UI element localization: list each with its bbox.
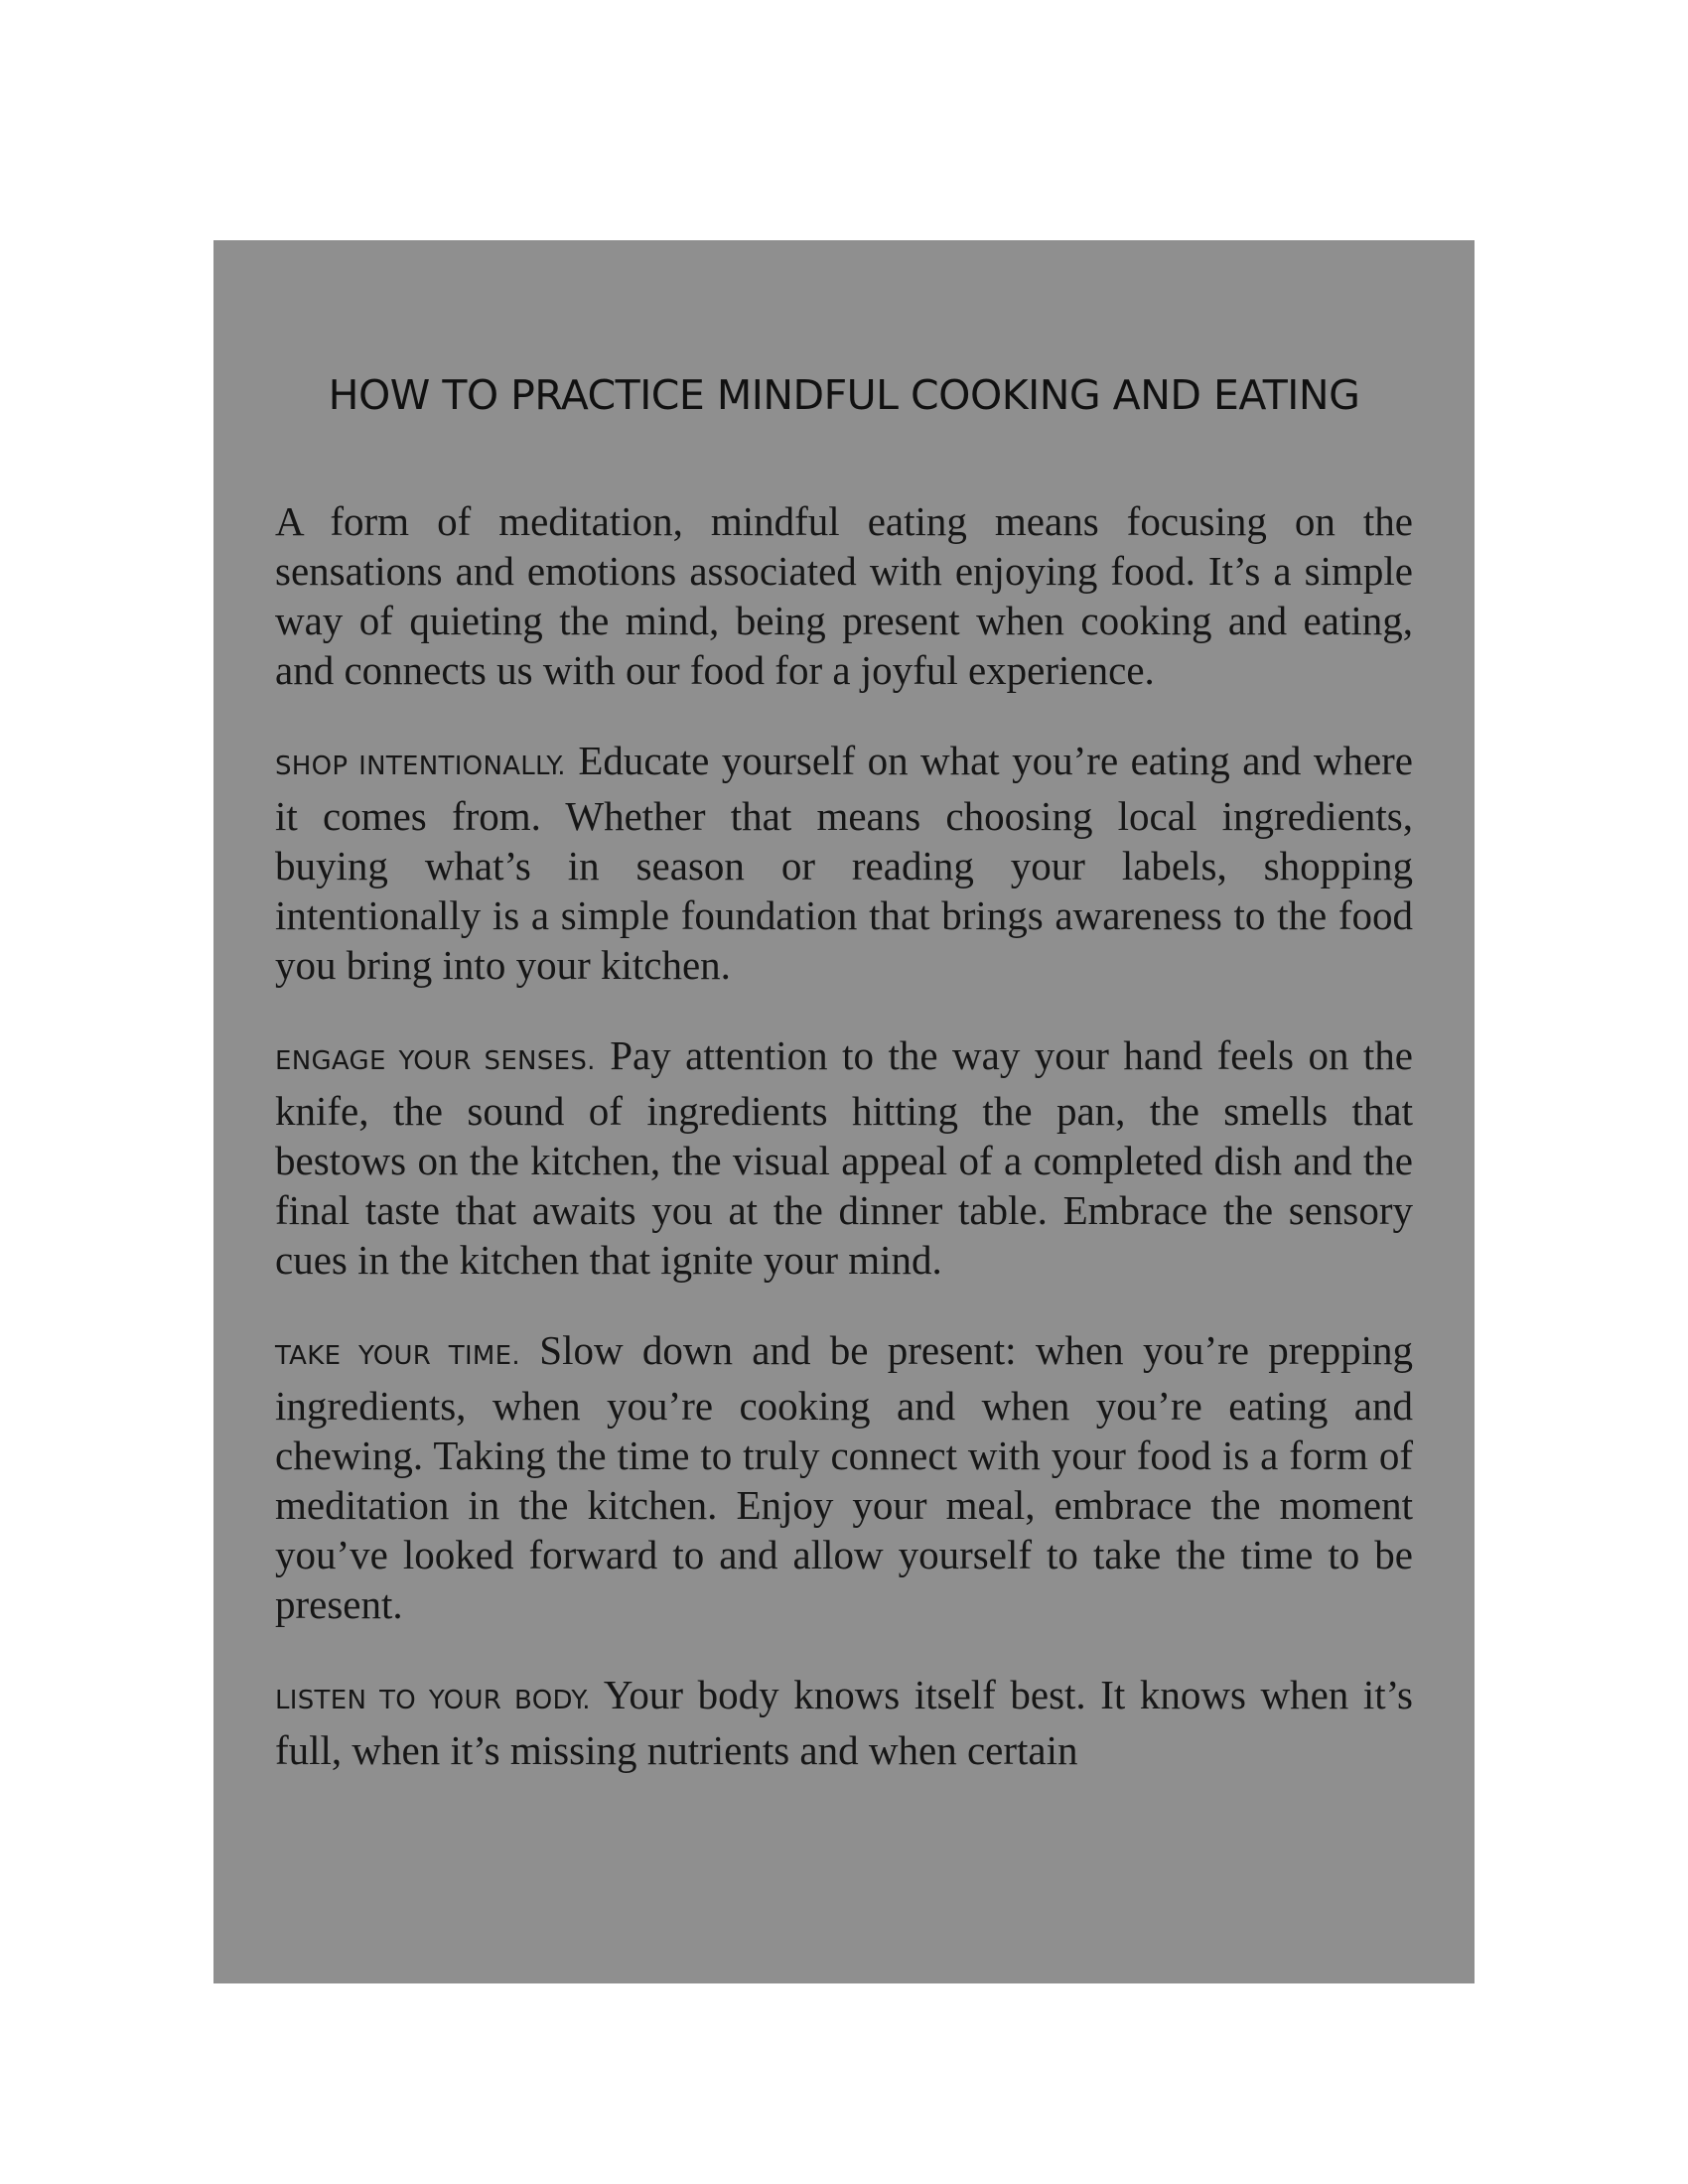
intro-paragraph: A form of meditation, mindful eating means focusing on the sensations and emotions associated with enjoying food. It’s a simple way of quieting the mind, being present when cooking and eating, and connects us with our food for a joyful experience. [275, 498, 1413, 693]
section-lead: LISTEN TO YOUR BODY. [275, 1686, 591, 1715]
section-text: Pay attention to the way your hand feels on the knife, the sound of ingredients hitting the pan, the smells that bestows on the kitchen, the visual appeal of a completed dish and the final taste that awaits you at the dinner table. Embrace the sensory cues in the kitchen that ignite your mind. [275, 1032, 1413, 1283]
section-lead: SHOP INTENTIONALLY. [275, 751, 566, 781]
section-engage-your-senses [275, 1030, 1413, 1285]
section-shop-intentionally [275, 736, 1413, 990]
section-take-your-time [275, 1325, 1413, 1629]
section-text: Slow down and be present: when you’re prepping ingredients, when you’re cooking and when you’re eating and chewing. Taking the time to truly connect with your food is a form of meditation in the kitchen. Enjoy your meal, embrace the moment you’ve looked forward to and allow yourself to take the time to be present. [275, 1327, 1414, 1627]
page-title: HOW TO PRACTICE MINDFUL COOKING AND EATING [328, 371, 1360, 419]
section-text: Your body knows itself best. It knows when it’s full, when it’s missing nutrients and when certain [275, 1672, 1413, 1773]
section-lead: ENGAGE YOUR SENSES. [275, 1046, 596, 1076]
section-lead: TAKE YOUR TIME. [275, 1341, 520, 1371]
content-panel [213, 240, 1475, 1983]
section-listen-to-your-body [275, 1670, 1413, 1775]
section-text: Educate yourself on what you’re eating and where it comes from. Whether that means choosing local ingredients, buying what’s in season or reading your labels, shopping intentionally is a simple foundation that brings awareness to the food you bring into your kitchen. [275, 738, 1413, 988]
